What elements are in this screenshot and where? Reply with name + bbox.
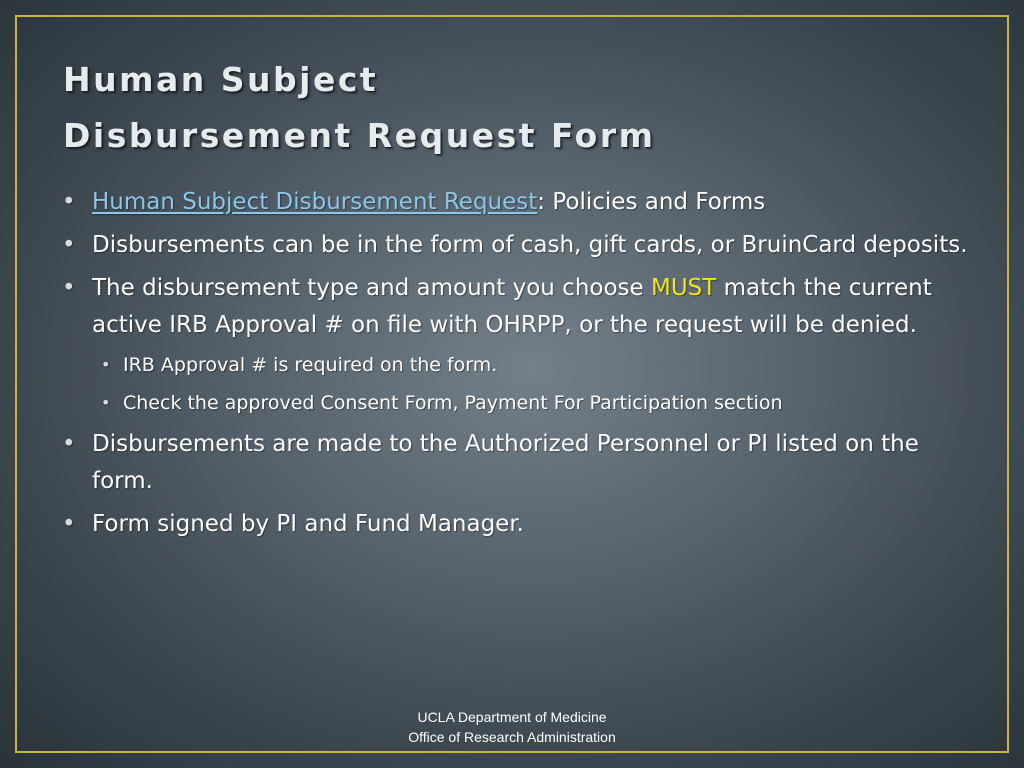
bullet-list — [62, 184, 974, 549]
footer-office: Office of Research Administration — [408, 729, 616, 745]
bullet-policies-forms-text: : Policies and Forms — [537, 189, 766, 215]
slide-footer — [382, 707, 642, 747]
sub-bullet-consent-form — [62, 388, 974, 418]
footer-department: UCLA Department of Medicine — [417, 709, 607, 725]
bullet-irb-match-text-before: The disbursement type and amount you choose — [92, 275, 651, 301]
disbursement-request-link[interactable]: Human Subject Disbursement Request — [92, 189, 538, 215]
bullet-policies-forms — [62, 184, 974, 221]
title-line-1: Human Subject — [63, 60, 379, 99]
must-highlight: MUST — [651, 275, 717, 301]
bullet-signatures — [62, 506, 974, 543]
bullet-signatures-text: Form signed by PI and Fund Manager. — [92, 511, 524, 537]
title-line-2: Disbursement Request Form — [63, 116, 656, 155]
bullet-authorized-personnel — [62, 426, 974, 500]
sub-bullet-consent-form-text: Check the approved Consent Form, Payment For Participation section — [123, 392, 783, 414]
bullet-irb-match-text-after: match the current active IRB Approval # on file with OHRPP, or the request will be denied. — [92, 275, 932, 338]
bullet-disbursement-forms-text: Disbursements can be in the form of cash, gift cards, or BruinCard deposits. — [92, 232, 968, 258]
bullet-irb-match — [62, 270, 974, 344]
sub-bullet-irb-required-text: IRB Approval # is required on the form. — [123, 354, 498, 376]
sub-bullet-irb-required — [62, 350, 974, 380]
slide-title — [63, 52, 656, 164]
bullet-disbursement-forms — [62, 227, 974, 264]
bullet-authorized-personnel-text: Disbursements are made to the Authorized Personnel or PI listed on the form. — [92, 431, 919, 494]
